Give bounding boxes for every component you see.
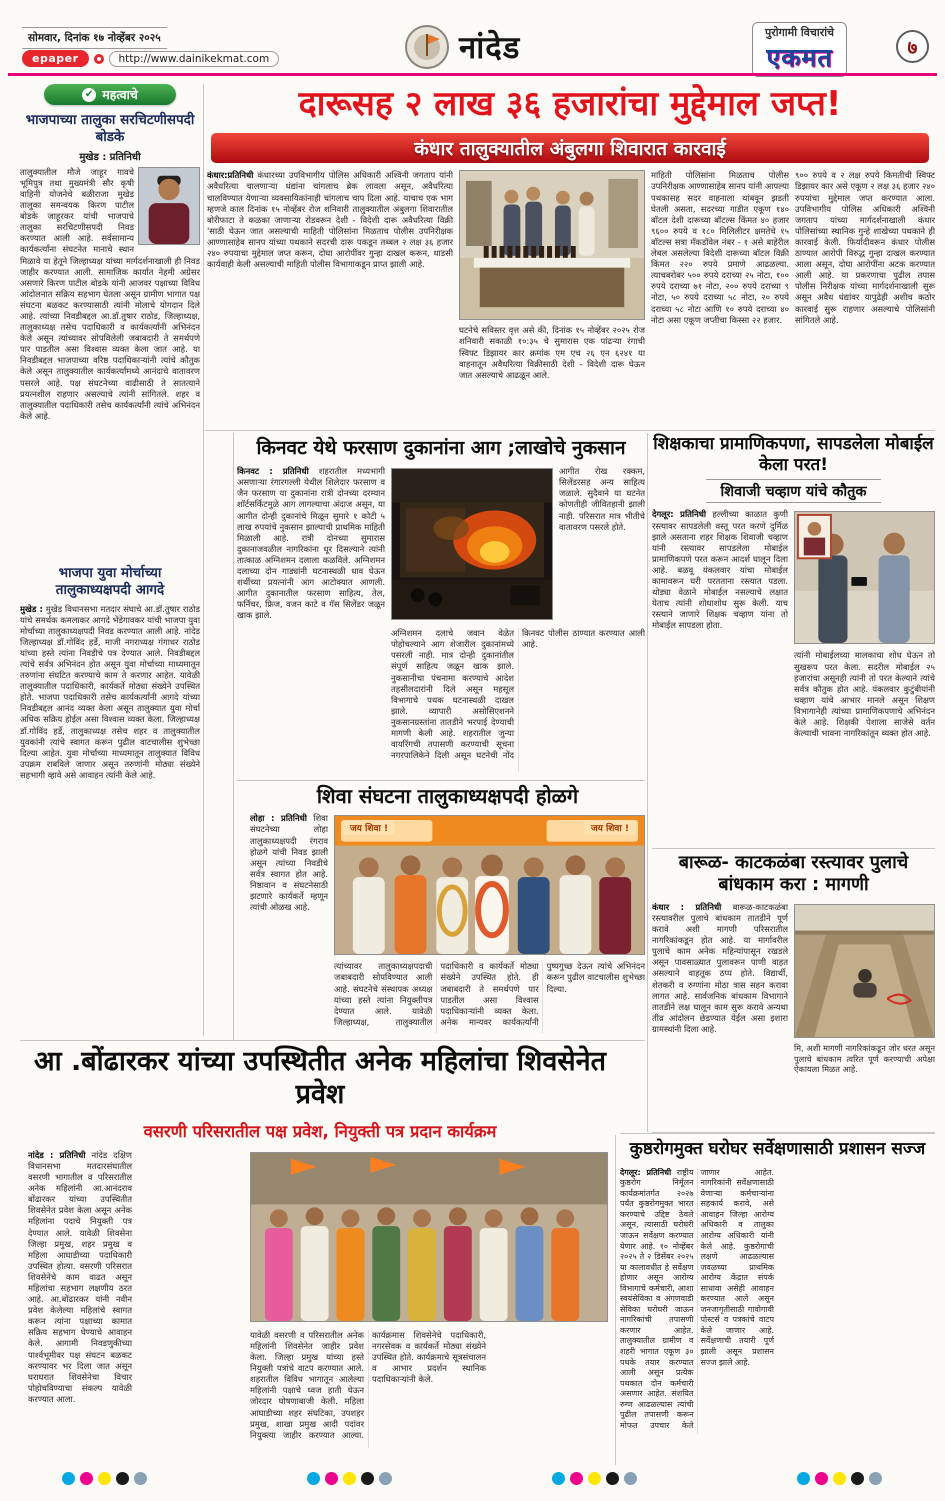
- registration-dot: [307, 1472, 320, 1485]
- masthead-city: नांदेड: [459, 30, 521, 66]
- epaper-logo: epaper: [22, 50, 89, 67]
- color-dots-group: [62, 1472, 147, 1485]
- sidebar-article1-headline: भाजपाच्या तालुका सरचिटणीसपदी बोडके: [25, 112, 195, 145]
- lead-photo: [459, 170, 645, 320]
- teacher-headline: शिक्षकाचा प्रामाणिकपणा, सापडलेला मोबाईल केला परत!: [653, 434, 934, 475]
- registration-dot: [361, 1472, 374, 1485]
- fire-body: [237, 466, 645, 772]
- registration-dot: [379, 1472, 392, 1485]
- masthead: [0, 0, 945, 74]
- masthead-date: सोमवार, दिनांक १७ नोव्हेंबर २०२५: [22, 27, 167, 49]
- lead-body: [205, 170, 935, 408]
- sidebar-article1-body: तालुक्यातील मौजे जाहूर गावचे भूमिपुत्र तथा मुख्यमंत्री सौर कृषी वाहिनी योजनेचे बळीराजा मुखेड तालुका समन्वयक किरण पाटील बोडके जाहूरकर यांची भाजपाचे तालुका सरचिटणीसपदी निवड करण्यात आली आहे. सर्वसामान्य कार्यकर्त्यांना संघटनेत मानाचे स्थान मिळावे या हेतूने जिल्हाध्यक्ष यांच्या मार्गदर्शनाखाली ही निवड जाहीर करण्यात आली. सामाजिक कार्यात नेहमी अग्रेसर असणारे किरण पाटील बोडके यांनी आजवर पक्षाच्या विविध आंदोलनात सक्रिय सहभाग घेतला असून ग्रामीण भागात पक्ष संघटना बळकट करण्यासाठी त्यांनी मोलाचे योगदान दिले आहे. त्यांच्या निवडीबद्दल आ.डॉ.तुषार राठोड, जिल्हाध्यक्ष, तालुकाध्यक्ष तसेच पदाधिकारी व कार्यकर्त्यांनी अभिनंदन केले असून त्यांच्यावर सोपविलेली जबाबदारी ते समर्थपणे पार पाडतील असा विश्वास व्यक्त केला जात आहे. या निवडीबद्दल भाजपाच्या वरिष्ठ पदाधिकाऱ्यांनी त्यांचे कौतुक केले असून तालुक्यातील कार्यकर्त्यांमध्ये आनंदाचे वातावरण पसरले आहे. पक्ष संघटनेच्या वाढीसाठी ते सातत्याने प्रयत्नशील राहणार असल्याचे त्यांनी सांगितले. शहर व तालुक्यातील पदाधिकारी तसेच कार्यकर्त्यांनी त्यांचे अभिनंदन केले आहे.: [20, 166, 200, 421]
- shiva-photo-banner2: जय शिवा !: [584, 820, 636, 835]
- fire-left-rule: [233, 433, 234, 1040]
- teacher-byline: देगलूर: प्रतिनिधी: [652, 509, 707, 520]
- registration-dot: [815, 1472, 828, 1485]
- lead-col1: कंधार:प्रतिनिधी कंधारच्या उपविभागीय पोलिस अधिकारी अश्विनी जगताप यांनी अवैधरित्या चालणाऱ्या धंद्यांना चांगलाच ब्रेक लावला असून, अवैधरित्या चालविण्यात येणाऱ्या व्यवसायिकांनाही चांगलाच चाप दिला आहे. याचाच एक भाग म्हणजे काल दिनांक १५ नोव्हेंबर रोज शनिवारी तालुक्यातील अंबुलगा शिवारातील बोरीफाटा ते कळका जाणाऱ्या रोडवरून देशी - विदेशी दारू अवैधरित्या विक्री 'साठी घेऊन जात असल्याची माहिती पोलिसांना मिळताच पोलीस उपनिरीक्षक आण्णासाहेब सानप यांच्या पथकाने सदरची दारू पकडून तब्बल २ लक्ष ३६ हजार २४० रुपयाचा मुद्देमाल जप्त करून, दोघा आरोपींवर गुन्हा दाखल करून, धाडसी कार्यवाही केली असल्याची माहिती पोलीस विभागाकडून प्राप्त झाली आहे.: [207, 170, 453, 270]
- registration-dot: [134, 1472, 147, 1485]
- fire-article: [237, 437, 645, 778]
- registration-dot: [325, 1472, 338, 1485]
- lead-bottom-rule: [205, 430, 935, 431]
- lead-byline: कंधार:प्रतिनिधी: [207, 170, 254, 181]
- fire-headline: किनवट येथे फरसाण दुकानांना आग ;लाखोचे नुकसान: [256, 437, 626, 459]
- lead-story: [205, 86, 935, 430]
- bridge-caption: मि, अशी मागणी नागरिकांकडून जोर धरत असून पुलाचे बांधकाम त्वरित पूर्ण करण्याची अपेक्षा ऐकायला मिळत आहे.: [794, 1042, 935, 1075]
- registration-dot: [116, 1472, 129, 1485]
- sidebar-divider: [203, 84, 204, 1036]
- teacher-article: [652, 434, 935, 846]
- registration-dot: [797, 1472, 810, 1485]
- epaper-dot-icon: [94, 54, 104, 64]
- ekmat-logo-icon: [404, 24, 450, 70]
- color-dots-group: [552, 1472, 637, 1485]
- leprosy-top-rule: [620, 1133, 935, 1134]
- shiva-article: [250, 784, 645, 1038]
- teacher-photo: [794, 511, 935, 644]
- shiva-headline: शिवा संघटना तालुकाध्यक्षपदी होळगे: [316, 784, 579, 808]
- fire-col1: किनवट : प्रतिनिधी शहरातील मध्यभागी असणाऱ्या रंगारगल्ली येथील शिलेदार फरसाण व जैन फरसाण या दुकानांना रात्री दोनच्या दरम्यान शॉर्टसर्किटमुळे आग लागल्याचा अंदाज असून, या आगीत दोन्ही दुकानांचे मिळून सुमारे १ कोटी ५ लाख रुपयांचे नुकसान झाल्याची प्राथमिक माहिती मिळाली आहे. रात्री दोनच्या सुमारास दुकानाजवळील नागरिकांना धूर दिसल्याने त्यांनी तात्काळ अग्निशमन दलाला कळविले. अग्निशमन दलाच्या दोन गाड्यांनी घटनास्थळी धाव घेऊन शर्थीच्या प्रयत्नांनी आग आटोक्यात आणली. आगीत दुकानातील फरसाण साहित्य, तेल, फर्निचर, फ्रिज, वजन काटे व गॅस सिलेंडर जळून खाक झाले.: [237, 466, 385, 621]
- shiva-body: [250, 813, 645, 1033]
- fire-byline: किनवट : प्रतिनिधी: [237, 466, 309, 477]
- teacher-bottom-rule: [652, 848, 935, 849]
- teacher-body: [652, 509, 935, 839]
- registration-marks: [0, 1472, 945, 1488]
- check-icon: ✔: [82, 88, 96, 102]
- shiva-col2: त्यांच्यावर तालुकाध्यक्षपदाची जबाबदारी सोपविण्यात आली आहे. संघटनेचे संस्थापक अध्यक्ष यांच्या हस्ते त्यांना नियुक्तीपत्र देण्यात आले. यावेळी जिल्हाध्यक्ष, तालुक्यातील पदाधिकारी व कार्यकर्ते मोठ्या संख्येने उपस्थित होते. ही जबाबदारी ते समर्थपणे पार पाडतील असा विश्वास पदाधिकाऱ्यांनी व्यक्त केला. अनेक मान्यवर कार्यकर्त्यांनी पुष्पगुच्छ देऊन त्यांचे अभिनंदन करून पुढील वाटचालीस शुभेच्छा दिल्या.: [334, 961, 645, 1027]
- registration-dot: [851, 1472, 864, 1485]
- teacher-col2: त्यांनी मोबाईलच्या मालकाचा शोध घेऊन तो सुखरूप परत केला. सदरील मोबाईल २५ हजारांचा असूनही त्यांनी तो परत केल्याने त्यांचे सर्वत्र कौतुक होत आहे. यंकलवार कुटुंबीयांनी चव्हाण यांचे आभार मानले असून शिक्षण विभागानेही त्यांच्या प्रामाणिकपणाचे अभिनंदन केले आहे. शिक्षकी पेशाला साजेसे वर्तन केल्याची भावना नागरिकांतून व्यक्त होत आहे.: [794, 650, 935, 739]
- bridge-body: [652, 902, 935, 1122]
- registration-dot: [606, 1472, 619, 1485]
- lead-col4: ९०० रुपये व २ लक्ष रुपये किमतीची स्विफ्ट डिझायर कार असे एकूण २ लक्ष ३६ हजार २४० रुपयांचा मुद्देमाल जप्त करण्यात आला. उपविभागीय पोलिस अधिकारी अश्विनी जगताप यांच्या मार्गदर्शनाखाली कंधार पोलिसांच्या स्थानिक गुन्हे शाखेच्या पथकाने ही कारवाई केली. फिर्यादीवरून कंधार पोलीस ठाण्यात आरोपी विरुद्ध गुन्हा दाखल करण्यात आला असून, दोघा आरोपींना अटक करण्यात आली आहे. या प्रकरणाचा पुढील तपास पोलीस निरीक्षक यांच्या मार्गदर्शनाखाली सुरू असून अवैध धंद्यांवर यापुढेही अशीच कठोर कारवाई सुरू राहणार असल्याचे पोलिसांनी सांगितले आहे.: [795, 170, 935, 325]
- shiva-photo: [334, 815, 645, 955]
- registration-dot: [869, 1472, 882, 1485]
- epaper-url-link[interactable]: http://www.dainikekmat.com: [109, 51, 280, 67]
- registration-dot: [624, 1472, 637, 1485]
- bridge-col1: कंधार : प्रतिनिधी बारूळ-काटकळंबा रस्त्यावरील पुलाचे बांधकाम तातडीने पूर्ण करावे अशी मागणी परिसरातील नागरिकांकडून होत आहे. या मार्गावरील पुलाचे काम अनेक महिन्यांपासून रखडले असून पावसाळ्यात पुलावरून पाणी वाहत असल्याने वाहतूक ठप्प होते. विद्यार्थी, शेतकरी व रुग्णांना मोठा त्रास सहन करावा लागत आहे. सार्वजनिक बांधकाम विभागाने तातडीने लक्ष घालून काम सुरू करावे अन्यथा तीव्र आंदोलन छेडण्यात येईल असा इशारा ग्रामस्थांनी दिला आहे.: [652, 901, 788, 1034]
- lead-banner: कंधार तालुक्यातील अंबुलगा शिवारात कारवाई: [211, 133, 929, 163]
- lead-photo-detail: घटनेचे सविस्तर वृत्त असे की, दिनांक १५ नोव्हेंबर २०२५ रोज शनिवारी सकाळी १०:३५ चे सुमारास एक पांढऱ्या रंगाची स्विफ्ट डिझायर कार क्रमांक एम एच २६ एन ६२४१ या वाहनातून अवैधरित्या विक्रीसाठी देशी - विदेशी दारू घेऊन जात असल्याचे आढळून आले.: [459, 325, 645, 380]
- shivsena-headline: आ .बोंढारकर यांच्या उपस्थितीत अनेक महिलांचा शिवसेनेत प्रवेश: [33, 1046, 607, 1110]
- registration-dot: [833, 1472, 846, 1485]
- sidebar-article2-byline: मुखेड :: [20, 603, 43, 614]
- shiva-photo-banner: जय शिवा !: [343, 820, 395, 835]
- leprosy-article: [620, 1139, 935, 1465]
- epaper-row: [22, 50, 279, 67]
- shivsena-col1: नांदेड : प्रतिनिधी नांदेड दक्षिण विधानसभा मतदारसंघातील वसरणी भागातील व परिसरातील अनेक महिलांनी आ.आनंदराव बोंढारकर यांच्या उपस्थितीत शिवसेनेत प्रवेश केला असून अनेक महिलांना पदाचे नियुक्ती पत्र देण्यात आले. यावेळी शिवसेना जिल्हा प्रमुख, शहर प्रमुख व महिला आघाडीच्या पदाधिकारी उपस्थित होत्या. वसरणी परिसरात शिवसेनेचे काम वाढत असून महिलांचा सहभाग लक्षणीय ठरत आहे. आ.बोंढारकर यांनी नवीन प्रवेश केलेल्या महिलांचे स्वागत करून त्यांना पक्षाच्या कामात सक्रिय सहभाग घेण्याचे आवाहन केले. आगामी निवडणुकीच्या पार्श्वभूमीवर पक्ष संघटन बळकट करण्यावर भर दिला जात असून घराघरात शिवसेनेचा विचार पोहोचविण्याचा संकल्प यावेळी करण्यात आला.: [28, 1149, 132, 1404]
- important-badge: [44, 84, 176, 105]
- masthead-tagline: पुरोगामी विचारांचे: [765, 26, 835, 39]
- fire-photo: [391, 468, 553, 620]
- bottom-vertical-rule: [615, 1135, 616, 1465]
- important-badge-label: महत्वाचे: [102, 87, 138, 102]
- fire-col3: अग्निशमन दलाचे जवान वेळेत पोहोचल्याने आग शेजारील दुकानांमध्ये पसरली नाही. मात्र दोन्ही दुकानांतील संपूर्ण साहित्य जळून खाक झाले. नुकसानीचा पंचनामा करण्याचे आदेश तहसीलदारांनी दिले असून महसूल विभागाचे पथक घटनास्थळी दाखल झाले. व्यापारी असोसिएशनने नुकसानग्रस्तांना तातडीने भरपाई देण्याची मागणी केली आहे. शहरातील जुन्या वायरिंगची तपासणी करण्याची सूचना नगरपालिकेने दिली असून घटनेची नोंद किनवट पोलीस ठाण्यात करण्यात आली आहे.: [391, 628, 645, 761]
- sidebar-article1-byline: मुखेड : प्रतिनिधी: [79, 151, 141, 163]
- leprosy-headline: कुष्ठरोगमुक्त घरोघर सर्वेक्षणासाठी प्रशासन सज्ज: [629, 1139, 926, 1159]
- shiva-byline: लोहा : प्रतिनिधी: [250, 813, 307, 824]
- masthead-brand-box: [752, 22, 847, 77]
- leprosy-byline: देगलूर: प्रतिनिधी: [620, 1167, 672, 1177]
- registration-dot: [552, 1472, 565, 1485]
- registration-dot: [80, 1472, 93, 1485]
- bridge-photo: [794, 904, 935, 1038]
- masthead-center: [404, 24, 520, 70]
- sidebar: [20, 84, 200, 1036]
- bridge-byline: कंधार : प्रतिनिधी: [652, 901, 722, 912]
- bridge-article: [652, 852, 935, 1130]
- shivsena-body: [28, 1150, 612, 1448]
- shivsena-col2: यावेळी वसरणी व परिसरातील अनेक महिलांनी शिवसेनेत जाहीर प्रवेश केला. जिल्हा प्रमुख यांच्या हस्ते नियुक्ती पत्रांचे वाटप करण्यात आले. शहरातील विविध भागातून आलेल्या महिलांनी पक्षाचे ध्वज हाती घेऊन जोरदार घोषणाबाजी केली. महिला आघाडीच्या शहर संघटिका, उपशहर प्रमुख, शाखा प्रमुख आदी पदांवर नियुक्त्या जाहीर करण्यात आल्या. कार्यक्रमास शिवसेनेचे पदाधिकारी, नगरसेवक व कार्यकर्ते मोठ्या संख्येने उपस्थित होते. कार्यक्रमाचे सूत्रसंचालन व आभार प्रदर्शन स्थानिक पदाधिकाऱ्यांनी केले.: [250, 1329, 486, 1440]
- shivsena-subhead: वसरणी परिसरातील पक्ष प्रवेश, नियुक्ती पत्र प्रदान कार्यक्रम: [143, 1121, 497, 1141]
- shivsena-photo: [250, 1152, 608, 1322]
- leprosy-body: देगलूर: प्रतिनिधी राष्ट्रीय कुष्ठरोग निर्मूलन कार्यक्रमांतर्गत २०२७ पर्यंत कुष्ठरोगमुक्त भारत करण्याचे उद्दिष्ट ठेवले असून, त्यासाठी घरोघरी जाऊन सर्वेक्षण करण्यात येणार आहे. १० नोव्हेंबर २०२५ ते २ डिसेंबर २०२५ या कालावधीत हे सर्वेक्षण होणार असून आरोग्य विभागाचे कर्मचारी, आशा स्वयंसेविका व अंगणवाडी सेविका घरोघरी जाऊन नागरिकांची तपासणी करणार आहेत. तालुक्यातील ग्रामीण व शहरी भागात एकूण ३० पथके तयार करण्यात आली असून प्रत्येक पथकात दोन कर्मचारी असणार आहेत. संशयित रुग्ण आढळल्यास त्यांची पुढील तपासणी करून मोफत उपचार केले जाणार आहेत. नागरिकांनी सर्वेक्षणासाठी येणाऱ्या कर्मचाऱ्यांना सहकार्य करावे, असे आवाहन जिल्हा आरोग्य अधिकारी व तालुका आरोग्य अधिकारी यांनी केले आहे. कुष्ठरोगाची लक्षणे आढळल्यास जवळच्या प्राथमिक आरोग्य केंद्रात संपर्क साधावा असेही आवाहन करण्यात आले असून जनजागृतीसाठी गावोगावी पोस्टर्स व पत्रकांचे वाटप केले जाणार आहे. सर्वेक्षणाची तयारी पूर्ण झाली असून प्रशासन सज्ज झाले आहे.: [620, 1167, 774, 1430]
- lead-col3: माहिती पोलिसांना मिळताच पोलीस उपनिरीक्षक आण्णासाहेब सानप यांनी आपल्या पथकासह सदर वाहनाला थांबवून झडती घेतली असता, सदरच्या गाडीत एकूण १४० बॉटल देशी दारूच्या बॉटल्स किंमत ४० हजार ९६०० रुपये व १८० मिलिलीटर क्षमतेचे १५ बॉटल्स सत्रा मॅकडॉवेल नंबर - १ असे बाहेरील लेबल असलेल्या विदेशी दारूच्या बॉटल विक्री किंमत २२० रुपये प्रमाणे आढळल्या. त्याचबरोबर ५०० रुपये दराच्या २५ नोटा, १०० रुपये दराच्या ७१ नोटा, २०० रुपये दराच्या ९ नोटा, ५० रुपये दराच्या ५८ नोटा, २० रुपये दराच्या ५८ नोटा आणि १० रुपये दराच्या ४० नोटा असा एकूण जप्तीचा किस्सा २२ हजार.: [651, 170, 789, 325]
- teacher-col1: देगलूर: प्रतिनिधी हल्लीच्या काळात कुणी रस्त्यावर सापडलेली वस्तू परत करणे दुर्मिळ झाले असताना शहर शिक्षक शिवाजी चव्हाण यांनी रस्त्यावर सापडलेला मोबाईल प्रामाणिकपणे परत करून आदर्श घालून दिला आहे. बळवू यंकलवार यांचा मोबाईल कामावरून घरी परतताना रस्त्यात पडला. थोड्या वेळाने मोबाईल नसल्याचे लक्षात येताच त्यांनी शोधाशोध सुरू केली. याच रस्त्याने जाणारे शिक्षक चव्हाण यांना तो मोबाईल सापडला होता.: [652, 509, 788, 631]
- masthead-brand: एकमत: [766, 43, 833, 72]
- page-number: ७: [896, 30, 929, 63]
- color-dots-group: [307, 1472, 392, 1485]
- shivsena-byline: नांदेड : प्रतिनिधी: [28, 1149, 86, 1160]
- registration-dot: [588, 1472, 601, 1485]
- mid-vertical-rule: [647, 433, 648, 1132]
- sidebar-portrait-photo: [138, 167, 200, 245]
- shivsena-article: [28, 1046, 612, 1464]
- registration-dot: [570, 1472, 583, 1485]
- color-dots-group: [797, 1472, 882, 1485]
- sidebar-article2-body: मुखेड : मुखेड विधानसभा मतदार संघाचे आ.डॉ.तुषार राठोड यांचे समर्थक कमलाकर आगदे भेंडेगावकर यांची भाजपा युवा मोर्चाच्या तालुकाध्यक्षपदी निवड करण्यात आली आहे. नांदेड जिल्हाध्यक्ष डॉ.गोविंद हर्डे, माजी नगराध्यक्ष गंगाधर राठोड यांच्या हस्ते त्यांना निवडीचे पत्र देण्यात आले. निवडीबद्दल त्यांचे सर्वत्र अभिनंदन होत असून युवा मोर्चाच्या माध्यमातून तरुणांना संघटित करण्याचे काम ते करणार आहेत. यावेळी तालुक्यातील पदाधिकारी, कार्यकर्ते मोठ्या संख्येने उपस्थित होते. भाजपा पदाधिकारी तसेच कार्यकर्त्यांनी आगदे यांच्या निवडीबद्दल आनंद व्यक्त केला असून तालुक्यात युवा मोर्चा अधिक सक्रिय होईल असा विश्वास व्यक्त केला. जिल्हाध्यक्ष डॉ.गोविंद हर्डे, तालुकाध्यक्ष तसेच शहर व तालुक्यातील युवकांनी त्यांचे स्वागत करून पुढील वाटचालीस शुभेच्छा दिल्या आहेत. युवा मोर्चाच्या माध्यमातून तालुक्यात विविध उपक्रम राबविले जाणार असून तरुणांनी मोठ्या संख्येने सहभागी व्हावे असे आवाहन त्यांनी केले आहे.: [20, 603, 200, 780]
- registration-dot: [343, 1472, 356, 1485]
- bridge-headline: बारूळ- काटकळंबा रस्त्यावर पुलाचे बांधकाम करा : मागणी: [678, 852, 909, 895]
- fire-bottom-rule: [237, 780, 645, 781]
- registration-dot: [98, 1472, 111, 1485]
- shiva-bottom-rule: [20, 1040, 645, 1041]
- masthead-rule: [8, 73, 937, 76]
- teacher-subhead: शिवाजी चव्हाण यांचे कौतुक: [706, 479, 880, 503]
- lead-headline: दारूसह २ लाख ३६ हजारांचा मुद्देमाल जप्त!: [298, 84, 842, 124]
- registration-dot: [62, 1472, 75, 1485]
- sidebar-article2-headline: भाजपा युवा मोर्चाच्या तालुकाध्यक्षपदी आगदे: [55, 564, 165, 598]
- teacher-subhead-row: [652, 479, 935, 503]
- fire-col2: आगीत रोख रक्कम, सिलेंडरसह अन्य साहित्य जळाले. सुदैवाने या घटनेत कोणतीही जीवितहानी झाली नाही. परिसरात मात्र भीतीचे वातावरण पसरले होते.: [559, 466, 645, 532]
- shiva-col1: लोहा : प्रतिनिधी शिवा संघटनेच्या लोहा तालुकाध्यक्षपदी रंगराव होळगे यांची निवड झाली असून त्यांच्या निवडीचे सर्वत्र स्वागत होत आहे. निष्ठावान व संघटनेसाठी झटणारे कार्यकर्ते म्हणून त्यांची ओळख आहे.: [250, 813, 328, 913]
